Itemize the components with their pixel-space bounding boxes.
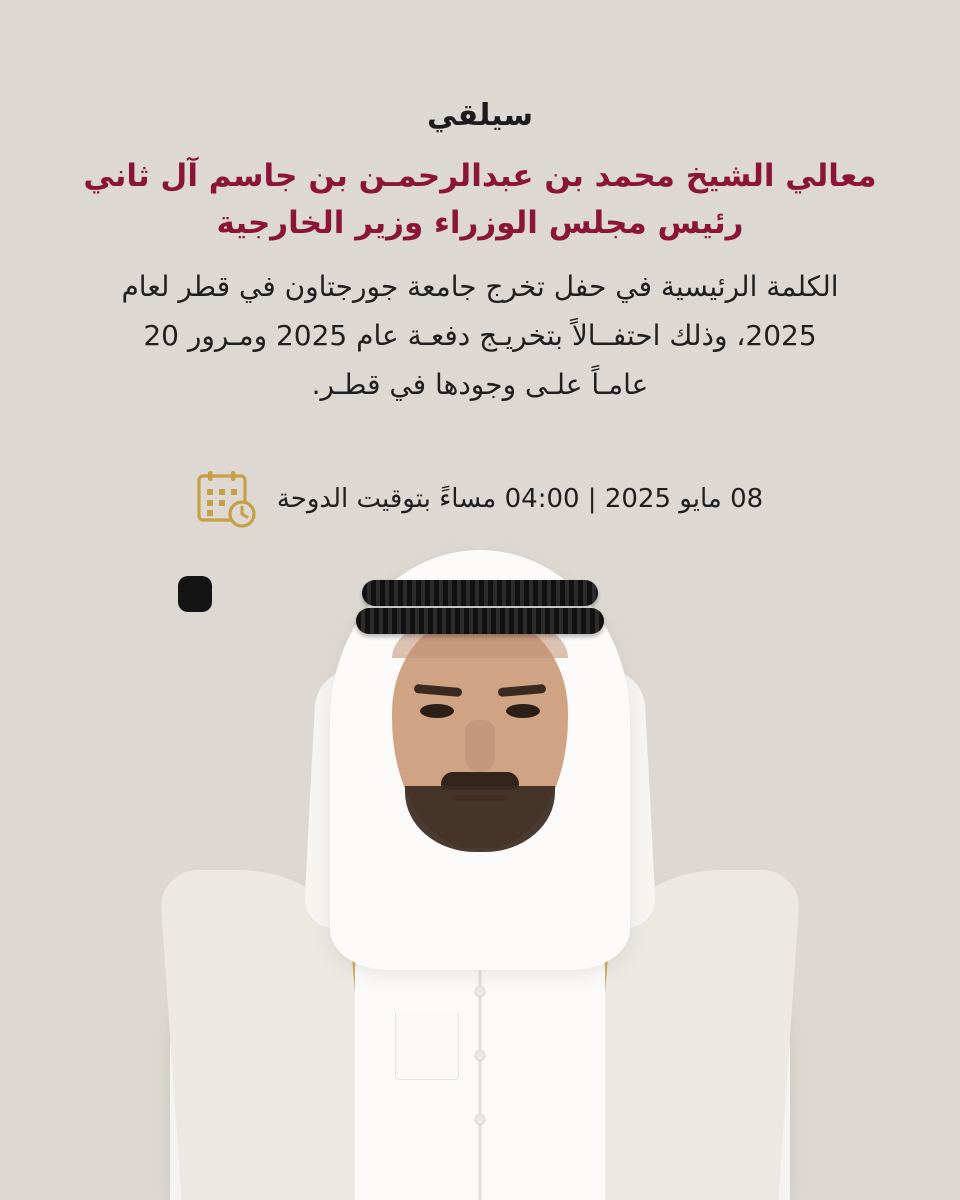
announcement-text-block <box>0 96 960 409</box>
agal-cord-upper <box>362 580 598 606</box>
face <box>392 612 568 848</box>
shirt-button <box>475 986 486 997</box>
portrait-photo <box>160 550 800 1200</box>
agal-knot <box>178 576 212 612</box>
calendar-clock-icon <box>197 470 259 528</box>
eye-left <box>420 704 454 718</box>
announcement-body: الكلمة الرئيسية في حفل تخرج جامعة جورجتاون في قطر لعام 2025، وذلك احتفــالاً بتخريـج دفعـة عام 2025 ومـرور 20 عامـاً علـى وجودها في قطـر. <box>121 270 839 401</box>
agal-cord-lower <box>356 608 604 634</box>
announcement-kicker: سيلقي <box>427 98 533 133</box>
shirt-pocket <box>395 1013 459 1080</box>
official-name: معالي الشيخ محمد بن عبدالرحمـن بن جاسم آل ثاني <box>83 158 877 194</box>
event-date-row <box>0 470 960 528</box>
event-date-text: 08 مايو 2025 | 04:00 مساءً بتوقيت الدوحة <box>276 484 764 514</box>
shirt-button <box>475 1114 486 1125</box>
eye-right <box>506 704 540 718</box>
eyebrow-right <box>498 684 547 697</box>
nose <box>465 720 495 772</box>
eyebrow-left <box>414 684 463 697</box>
shirt-button <box>475 1050 486 1061</box>
official-title: رئيس مجلس الوزراء وزير الخارجية <box>216 204 744 241</box>
